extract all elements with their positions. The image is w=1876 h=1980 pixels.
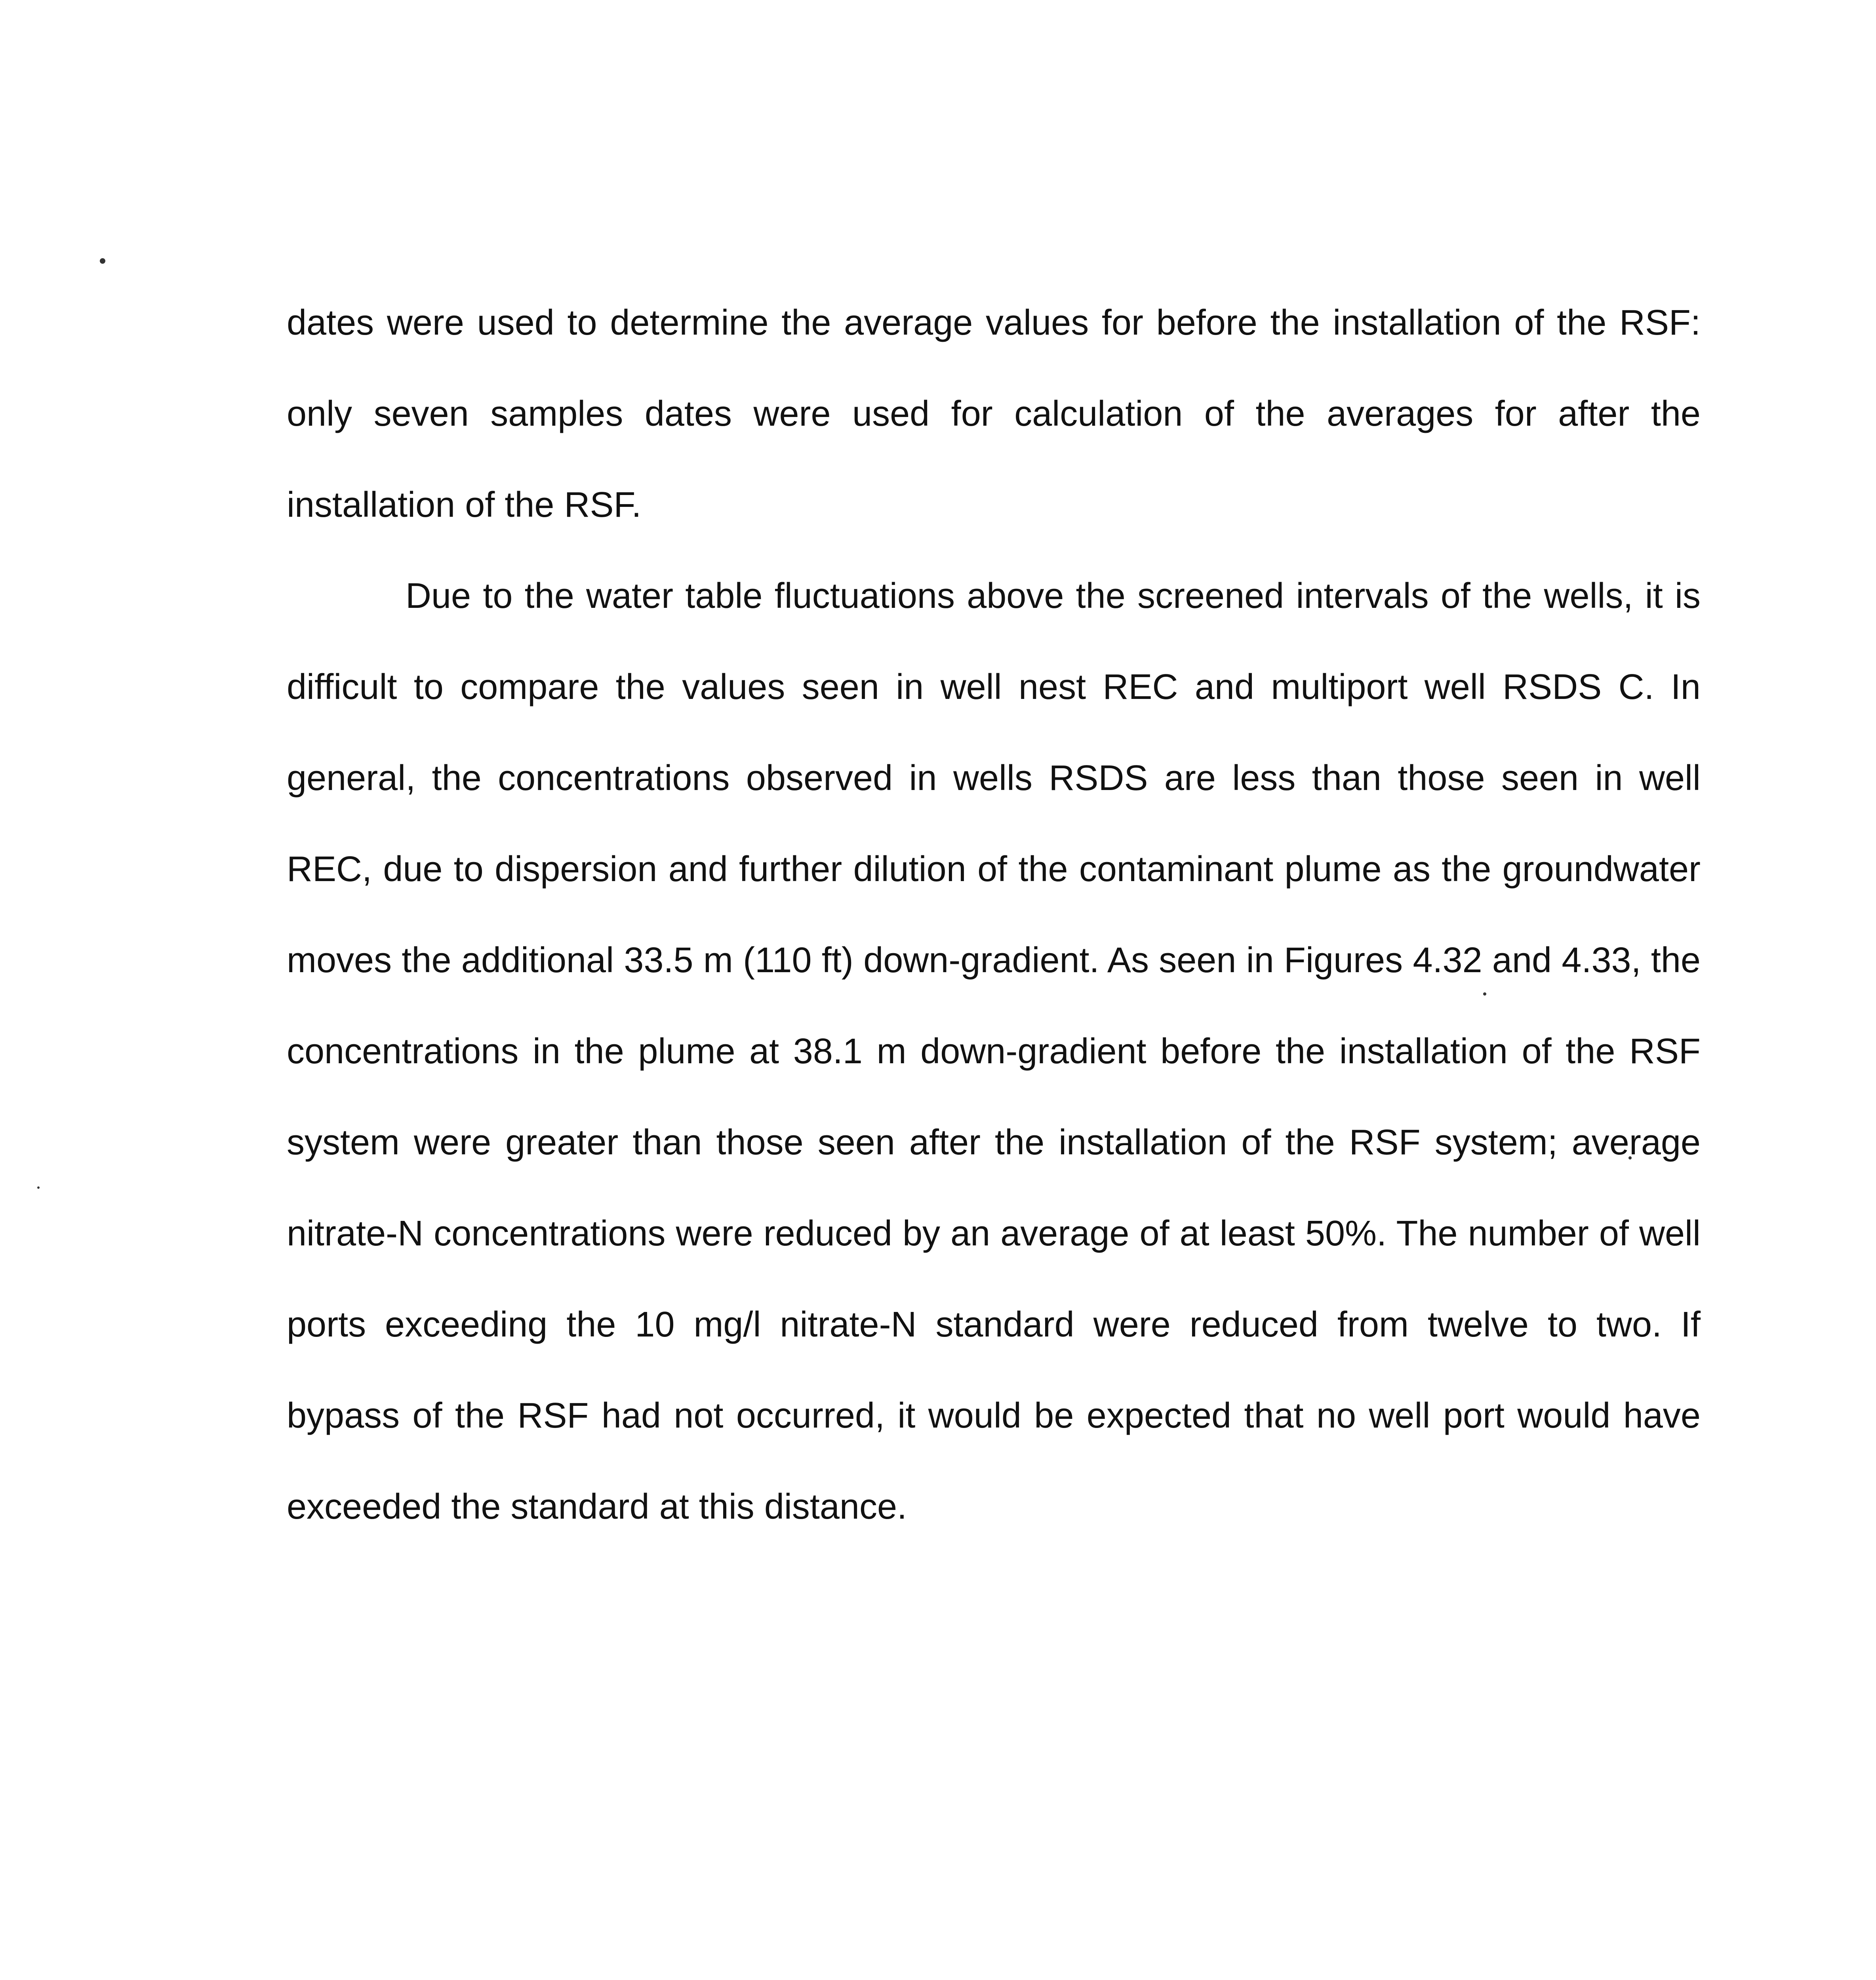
scan-speck <box>37 1186 40 1189</box>
paragraph-2: Due to the water table fluctuations above the screened intervals of the wells, it is difficult to compare the values seen in well nest REC and multiport well RSDS C. In general, the concentrations observed in wells RSDS are less than those seen in well REC, due to dispersion and further dilution of the contaminant plume as the groundwater moves the additional 33.5 m (110 ft) down-gradient. As seen in Figures 4.32 and 4.33, the concentrations in the plume at 38.1 m down-gradient before the installation of the RSF system were greater than those seen after the installation of the RSF system; average nitrate-N concentrations were reduced by an average of at least 50%. The number of well ports exceeding the 10 mg/l nitrate-N standard were reduced from twelve to two. If bypass of the RSF had not occurred, it would be expected that no well port would have exceeded the standard at this distance. <box>287 576 1701 1527</box>
paragraph-1: dates were used to determine the average values for before the installation of the RSF: only seven samples dates were used for calculation of the averages for after the installation of the RSF. <box>287 303 1701 525</box>
body-text <box>287 277 1701 1552</box>
scan-speck <box>100 258 105 264</box>
